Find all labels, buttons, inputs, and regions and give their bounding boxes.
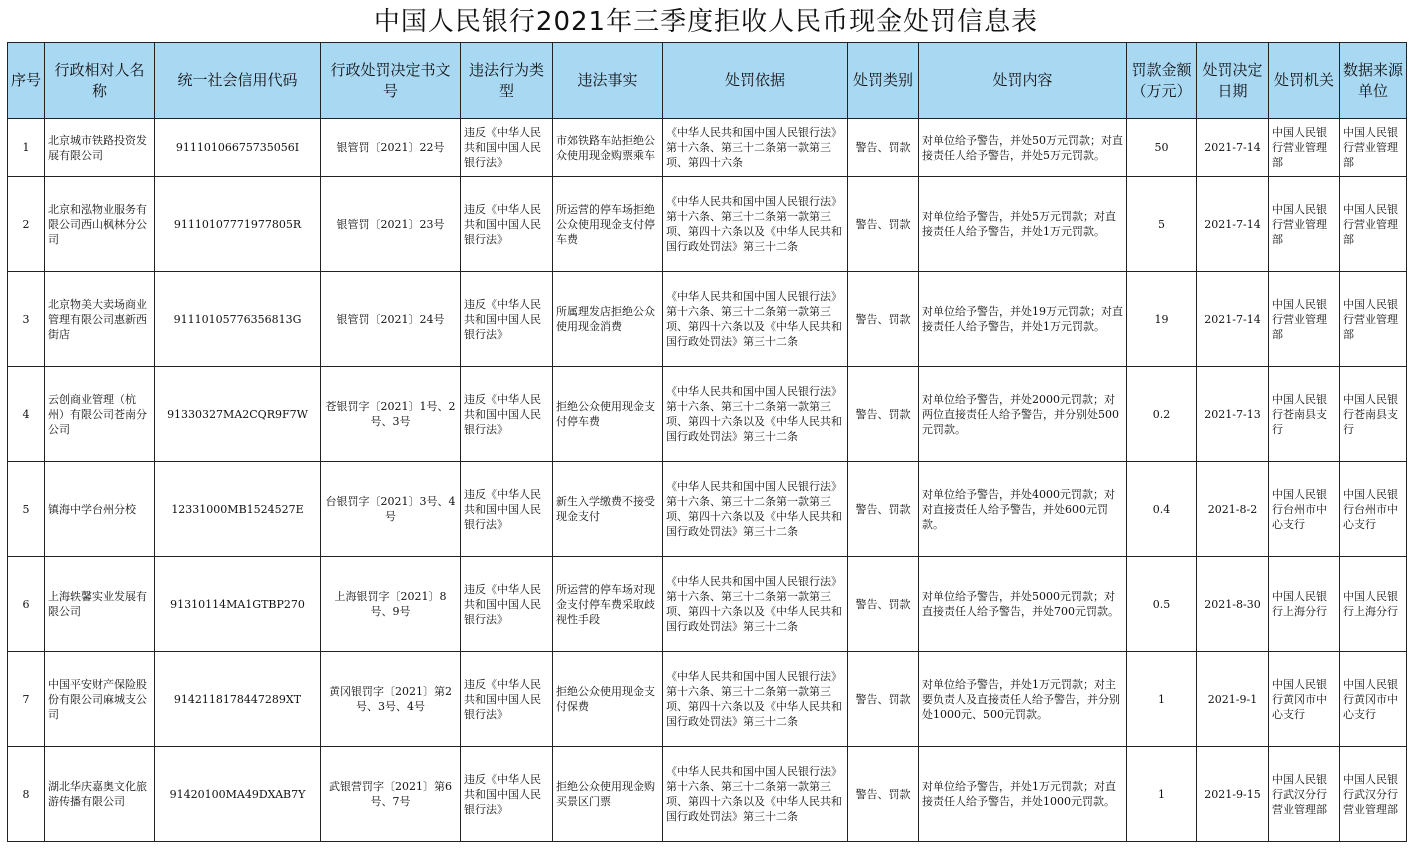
cell-decision-doc: 银管罚〔2021〕23号 xyxy=(321,177,461,272)
cell-penalty-basis: 《中华人民共和国中国人民银行法》第十六条、第三十二条第一款第三项、第四十六条以及《中华人民共和国行政处罚法》第三十二条 xyxy=(663,272,848,367)
cell-decision-doc: 武银营罚字〔2021〕第6号、7号 xyxy=(321,747,461,842)
cell-decision-doc: 银管罚〔2021〕22号 xyxy=(321,119,461,177)
cell-penalty-basis: 《中华人民共和国中国人民银行法》第十六条、第三十二条第一款第三项、第四十六条以及《中华人民共和国行政处罚法》第三十二条 xyxy=(663,557,848,652)
cell-penalty-content: 对单位给予警告，并处4000元罚款；对对直接责任人给予警告，并处600元罚款。 xyxy=(919,462,1127,557)
cell-fine-amount: 5 xyxy=(1127,177,1197,272)
cell-data-source: 中国人民银行武汉分行营业管理部 xyxy=(1340,747,1407,842)
cell-seq: 6 xyxy=(8,557,45,652)
header-violation-type: 违法行为类型 xyxy=(461,43,553,119)
cell-violation-fact: 拒绝公众使用现金支付保费 xyxy=(553,652,663,747)
cell-penalty-category: 警告、罚款 xyxy=(848,272,919,367)
cell-penalty-org: 中国人民银行台州市中心支行 xyxy=(1269,462,1340,557)
cell-data-source: 中国人民银行苍南县支行 xyxy=(1340,367,1407,462)
cell-data-source: 中国人民银行上海分行 xyxy=(1340,557,1407,652)
cell-penalty-org: 中国人民银行营业管理部 xyxy=(1269,177,1340,272)
cell-violation-type: 违反《中华人民共和国中国人民银行法》 xyxy=(461,367,553,462)
cell-seq: 5 xyxy=(8,462,45,557)
cell-violation-fact: 所运营的停车场对现金支付停车费采取歧视性手段 xyxy=(553,557,663,652)
cell-penalty-category: 警告、罚款 xyxy=(848,119,919,177)
header-fine-amount: 罚款金额（万元） xyxy=(1127,43,1197,119)
cell-name: 镇海中学台州分校 xyxy=(45,462,155,557)
cell-credit-code: 91330327MA2CQR9F7W xyxy=(155,367,321,462)
cell-violation-type: 违反《中华人民共和国中国人民银行法》 xyxy=(461,557,553,652)
cell-violation-fact: 市郊铁路车站拒绝公众使用现金购票乘车 xyxy=(553,119,663,177)
cell-decision-doc: 黄冈银罚字〔2021〕第2号、3号、4号 xyxy=(321,652,461,747)
cell-penalty-content: 对单位给予警告，并处1万元罚款；对主要负责人及直接责任人给予警告，并分别处1000元、500元罚款。 xyxy=(919,652,1127,747)
cell-penalty-org: 中国人民银行黄冈市中心支行 xyxy=(1269,652,1340,747)
header-decision-date: 处罚决定日期 xyxy=(1197,43,1269,119)
table-row xyxy=(8,462,1407,557)
cell-penalty-org: 中国人民银行上海分行 xyxy=(1269,557,1340,652)
cell-fine-amount: 1 xyxy=(1127,652,1197,747)
cell-fine-amount: 0.5 xyxy=(1127,557,1197,652)
cell-penalty-content: 对单位给予警告，并处1万元罚款；对直接责任人给予警告，并处1000元罚款。 xyxy=(919,747,1127,842)
cell-violation-type: 违反《中华人民共和国中国人民银行法》 xyxy=(461,462,553,557)
table-row xyxy=(8,119,1407,177)
cell-decision-date: 2021-9-1 xyxy=(1197,652,1269,747)
cell-decision-date: 2021-8-2 xyxy=(1197,462,1269,557)
cell-decision-date: 2021-7-14 xyxy=(1197,272,1269,367)
cell-decision-doc: 苍银罚字〔2021〕1号、2号、3号 xyxy=(321,367,461,462)
table-row xyxy=(8,747,1407,842)
cell-violation-fact: 所属理发店拒绝公众使用现金消费 xyxy=(553,272,663,367)
cell-violation-type: 违反《中华人民共和国中国人民银行法》 xyxy=(461,652,553,747)
cell-data-source: 中国人民银行黄冈市中心支行 xyxy=(1340,652,1407,747)
cell-penalty-category: 警告、罚款 xyxy=(848,462,919,557)
cell-penalty-basis: 《中华人民共和国中国人民银行法》第十六条、第三十二条第一款第三项、第四十六条以及《中华人民共和国行政处罚法》第三十二条 xyxy=(663,177,848,272)
cell-penalty-basis: 《中华人民共和国中国人民银行法》第十六条、第三十二条第一款第三项、第四十六条以及《中华人民共和国行政处罚法》第三十二条 xyxy=(663,652,848,747)
cell-decision-doc: 银管罚〔2021〕24号 xyxy=(321,272,461,367)
cell-violation-fact: 所运营的停车场拒绝公众使用现金支付停车费 xyxy=(553,177,663,272)
cell-seq: 7 xyxy=(8,652,45,747)
header-credit-code: 统一社会信用代码 xyxy=(155,43,321,119)
cell-penalty-org: 中国人民银行营业管理部 xyxy=(1269,119,1340,177)
cell-data-source: 中国人民银行营业管理部 xyxy=(1340,119,1407,177)
cell-penalty-content: 对单位给予警告，并处19万元罚款；对直接责任人给予警告，并处1万元罚款。 xyxy=(919,272,1127,367)
cell-seq: 3 xyxy=(8,272,45,367)
cell-penalty-category: 警告、罚款 xyxy=(848,557,919,652)
cell-penalty-org: 中国人民银行武汉分行营业管理部 xyxy=(1269,747,1340,842)
cell-decision-date: 2021-7-13 xyxy=(1197,367,1269,462)
cell-penalty-category: 警告、罚款 xyxy=(848,747,919,842)
header-penalty-org: 处罚机关 xyxy=(1269,43,1340,119)
cell-name: 湖北华庆嘉奥文化旅游传播有限公司 xyxy=(45,747,155,842)
cell-violation-fact: 新生入学缴费不接受现金支付 xyxy=(553,462,663,557)
cell-decision-date: 2021-7-14 xyxy=(1197,119,1269,177)
cell-fine-amount: 19 xyxy=(1127,272,1197,367)
cell-penalty-category: 警告、罚款 xyxy=(848,652,919,747)
cell-fine-amount: 1 xyxy=(1127,747,1197,842)
cell-data-source: 中国人民银行台州市中心支行 xyxy=(1340,462,1407,557)
cell-name: 北京城市铁路投资发展有限公司 xyxy=(45,119,155,177)
cell-seq: 8 xyxy=(8,747,45,842)
cell-penalty-content: 对单位给予警告，并处2000元罚款；对两位直接责任人给予警告，并分别处500元罚款。 xyxy=(919,367,1127,462)
cell-penalty-org: 中国人民银行营业管理部 xyxy=(1269,272,1340,367)
cell-penalty-basis: 《中华人民共和国中国人民银行法》第十六条、第三十二条第一款第三项、第四十六条 xyxy=(663,119,848,177)
header-decision-doc: 行政处罚决定书文号 xyxy=(321,43,461,119)
header-seq: 序号 xyxy=(8,43,45,119)
cell-credit-code: 91310114MA1GTBP270 xyxy=(155,557,321,652)
header-name: 行政相对人名称 xyxy=(45,43,155,119)
cell-fine-amount: 0.2 xyxy=(1127,367,1197,462)
cell-name: 北京和泓物业服务有限公司西山枫林分公司 xyxy=(45,177,155,272)
cell-violation-type: 违反《中华人民共和国中国人民银行法》 xyxy=(461,177,553,272)
cell-credit-code: 91110107771977805R xyxy=(155,177,321,272)
cell-name: 中国平安财产保险股份有限公司麻城支公司 xyxy=(45,652,155,747)
cell-violation-fact: 拒绝公众使用现金支付停车费 xyxy=(553,367,663,462)
cell-penalty-content: 对单位给予警告，并处5000元罚款；对直接责任人给予警告，并处700元罚款。 xyxy=(919,557,1127,652)
cell-credit-code: 91420100MA49DXAB7Y xyxy=(155,747,321,842)
header-penalty-content: 处罚内容 xyxy=(919,43,1127,119)
cell-decision-date: 2021-7-14 xyxy=(1197,177,1269,272)
cell-data-source: 中国人民银行营业管理部 xyxy=(1340,272,1407,367)
cell-penalty-content: 对单位给予警告，并处5万元罚款；对直接责任人给予警告，并处1万元罚款。 xyxy=(919,177,1127,272)
cell-penalty-basis: 《中华人民共和国中国人民银行法》第十六条、第三十二条第一款第三项、第四十六条以及《中华人民共和国行政处罚法》第三十二条 xyxy=(663,747,848,842)
cell-decision-date: 2021-9-15 xyxy=(1197,747,1269,842)
cell-penalty-basis: 《中华人民共和国中国人民银行法》第十六条、第三十二条第一款第三项、第四十六条以及《中华人民共和国行政处罚法》第三十二条 xyxy=(663,367,848,462)
table-row xyxy=(8,177,1407,272)
cell-violation-type: 违反《中华人民共和国中国人民银行法》 xyxy=(461,272,553,367)
table-row xyxy=(8,272,1407,367)
cell-decision-doc: 上海银罚字〔2021〕8号、9号 xyxy=(321,557,461,652)
cell-penalty-content: 对单位给予警告，并处50万元罚款；对直接责任人给予警告，并处5万元罚款。 xyxy=(919,119,1127,177)
cell-name: 云创商业管理（杭州）有限公司苍南分公司 xyxy=(45,367,155,462)
cell-credit-code: 91110106675735056I xyxy=(155,119,321,177)
table-row xyxy=(8,557,1407,652)
header-penalty-category: 处罚类别 xyxy=(848,43,919,119)
cell-name: 上海轶馨实业发展有限公司 xyxy=(45,557,155,652)
cell-decision-doc: 台银罚字〔2021〕3号、4号 xyxy=(321,462,461,557)
table-row xyxy=(8,652,1407,747)
cell-fine-amount: 0.4 xyxy=(1127,462,1197,557)
cell-credit-code: 91421181784472​89XT xyxy=(155,652,321,747)
cell-penalty-category: 警告、罚款 xyxy=(848,367,919,462)
cell-credit-code: 12331000MB1524527E xyxy=(155,462,321,557)
table-title: 中国人民银行2021年三季度拒收人民币现金处罚信息表 xyxy=(373,7,1039,37)
cell-penalty-basis: 《中华人民共和国中国人民银行法》第十六条、第三十二条第一款第三项、第四十六条以及《中华人民共和国行政处罚法》第三十二条 xyxy=(663,462,848,557)
cell-violation-type: 违反《中华人民共和国中国人民银行法》 xyxy=(461,119,553,177)
cell-seq: 2 xyxy=(8,177,45,272)
penalty-table xyxy=(7,42,1407,842)
header-penalty-basis: 处罚依据 xyxy=(663,43,848,119)
cell-seq: 1 xyxy=(8,119,45,177)
cell-decision-date: 2021-8-30 xyxy=(1197,557,1269,652)
header-data-source: 数据来源单位 xyxy=(1340,43,1407,119)
cell-penalty-org: 中国人民银行苍南县支行 xyxy=(1269,367,1340,462)
table-row xyxy=(8,367,1407,462)
cell-data-source: 中国人民银行营业管理部 xyxy=(1340,177,1407,272)
cell-violation-type: 违反《中华人民共和国中国人民银行法》 xyxy=(461,747,553,842)
cell-fine-amount: 50 xyxy=(1127,119,1197,177)
cell-penalty-category: 警告、罚款 xyxy=(848,177,919,272)
cell-violation-fact: 拒绝公众使用现金购买景区门票 xyxy=(553,747,663,842)
header-row xyxy=(8,43,1407,119)
header-violation-fact: 违法事实 xyxy=(553,43,663,119)
cell-credit-code: 91110105776356813G xyxy=(155,272,321,367)
cell-seq: 4 xyxy=(8,367,45,462)
cell-name: 北京物美大卖场商业管理有限公司惠新西街店 xyxy=(45,272,155,367)
